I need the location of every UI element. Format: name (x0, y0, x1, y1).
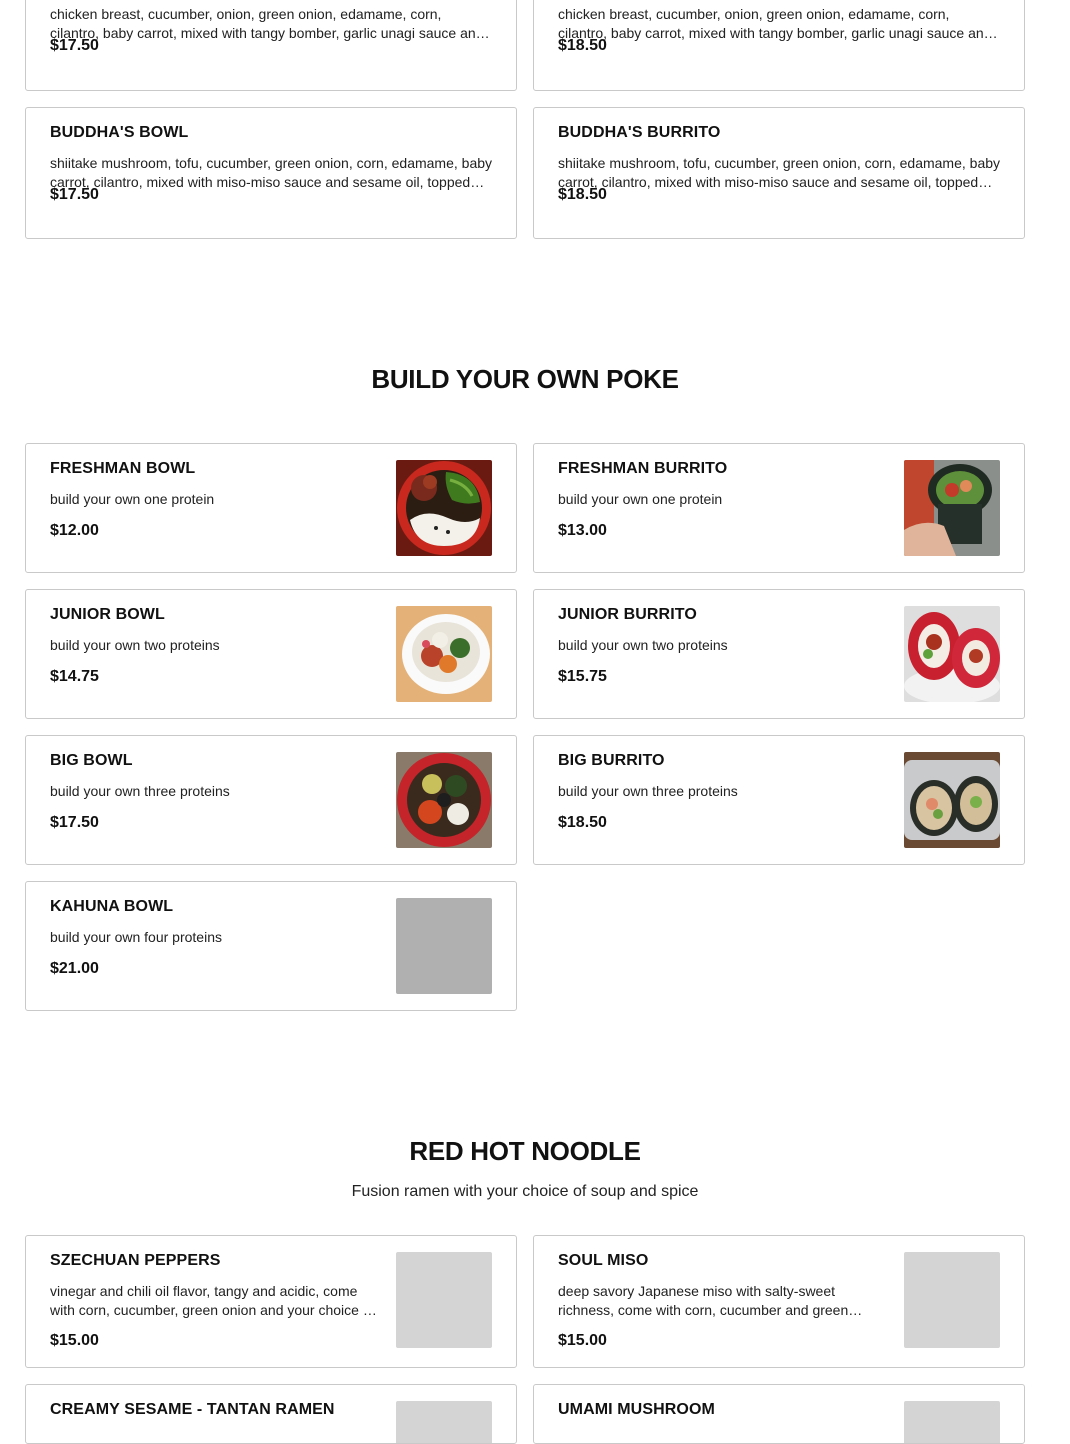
menu-item-image (904, 752, 1000, 848)
menu-item-price: $18.50 (558, 37, 607, 54)
menu-item-card[interactable] (25, 589, 517, 719)
menu-item-image-placeholder (396, 1401, 492, 1444)
menu-item-description: shiitake mushroom, tofu, cucumber, green onion, corn, edamame, baby carrot, cilantro, mixed with miso-miso sauce and sesame oil, topped (50, 155, 492, 190)
section-title: BUILD YOUR OWN POKE (371, 364, 679, 394)
menu-item-price: $12.00 (50, 522, 99, 539)
menu-item-name: SZECHUAN PEPPERS (50, 1252, 221, 1269)
menu-item-name: SOUL MISO (558, 1252, 649, 1269)
menu-item-price: $21.00 (50, 960, 99, 977)
menu-item-price: $15.00 (558, 1332, 607, 1349)
menu-item-description: build your own two proteins (558, 637, 728, 653)
menu-item-card[interactable] (533, 1235, 1025, 1368)
menu-item-name: BUDDHA'S BURRITO (558, 124, 721, 141)
menu-item-card[interactable] (533, 735, 1025, 865)
menu-item-price: $17.50 (50, 37, 99, 54)
menu-item-price: $17.50 (50, 814, 99, 831)
section-title: RED HOT NOODLE (409, 1136, 641, 1166)
menu-item-name: JUNIOR BOWL (50, 606, 165, 623)
menu-item-image-placeholder (904, 1401, 1000, 1444)
menu-item-description: build your own three proteins (50, 783, 230, 799)
menu-item-description: chicken breast, cucumber, onion, green onion, edamame, corn, cilantro, baby carrot, mixed with tangy bomber, garlic unagi sauce and (50, 6, 484, 41)
menu-item-card[interactable] (533, 589, 1025, 719)
menu-item-description: build your own four proteins (50, 929, 222, 945)
menu-item-card[interactable] (25, 1384, 517, 1444)
menu-item-description: shiitake mushroom, tofu, cucumber, green onion, corn, edamame, baby carrot, cilantro, mixed with miso-miso sauce and sesame oil, topped (558, 155, 1000, 190)
menu-item-price: $15.00 (50, 1332, 99, 1349)
menu-item-card[interactable] (25, 735, 517, 865)
menu-item-description: vinegar and chili oil flavor, tangy and acidic, come with corn, cucumber, green onion and your choice of (50, 1283, 375, 1318)
menu-item-name: BIG BURRITO (558, 752, 665, 769)
menu-item-image-placeholder (396, 1252, 492, 1348)
menu-item-price: $17.50 (50, 186, 99, 203)
menu-item-description: build your own two proteins (50, 637, 220, 653)
menu-item-card[interactable] (533, 0, 1025, 91)
menu-item-price: $13.00 (558, 522, 607, 539)
menu-item-price: $14.75 (50, 668, 99, 685)
menu-item-name: BUDDHA'S BOWL (50, 124, 189, 141)
menu-item-card[interactable] (533, 443, 1025, 573)
menu-item-name: BIG BOWL (50, 752, 133, 769)
section-subtitle: Fusion ramen with your choice of soup and spice (351, 1183, 699, 1200)
menu-item-card[interactable] (25, 443, 517, 573)
menu-item-name: FRESHMAN BURRITO (558, 460, 728, 477)
menu-item-name: CREAMY SESAME - TANTAN RAMEN (50, 1401, 335, 1418)
menu-item-image-placeholder (396, 898, 492, 994)
menu-item-price: $18.50 (558, 186, 607, 203)
menu-item-image (396, 606, 492, 702)
menu-item-name: KAHUNA BOWL (50, 898, 174, 915)
menu-item-card[interactable] (25, 0, 517, 91)
menu-item-price: $18.50 (558, 814, 607, 831)
menu-item-image (904, 460, 1000, 556)
menu-item-image-placeholder (904, 1252, 1000, 1348)
menu-item-description: build your own three proteins (558, 783, 738, 799)
menu-item-card[interactable] (533, 107, 1025, 239)
menu-item-image (396, 752, 492, 848)
menu-item-description: build your own one protein (50, 491, 215, 507)
menu-item-card[interactable] (25, 881, 517, 1011)
menu-item-price: $15.75 (558, 668, 607, 685)
menu-item-card[interactable] (25, 107, 517, 239)
menu-item-name: JUNIOR BURRITO (558, 606, 697, 623)
menu-item-image (396, 460, 492, 556)
menu-item-description: deep savory Japanese miso with salty-sweet richness, come with corn, cucumber and green (558, 1283, 849, 1318)
menu-item-description: chicken breast, cucumber, onion, green onion, edamame, corn, cilantro, baby carrot, mixed with tangy bomber, garlic unagi sauce and (558, 6, 992, 41)
menu-item-card[interactable] (25, 1235, 517, 1368)
menu-item-card[interactable] (533, 1384, 1025, 1444)
menu-item-image (904, 606, 1000, 702)
menu-item-name: FRESHMAN BOWL (50, 460, 196, 477)
menu-item-description: build your own one protein (558, 491, 723, 507)
menu-item-name: UMAMI MUSHROOM (558, 1401, 715, 1418)
